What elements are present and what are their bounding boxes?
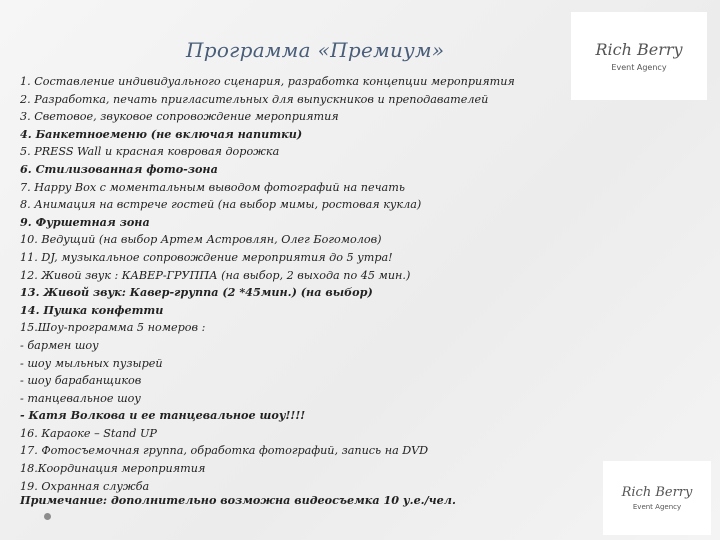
program-item: 11. DJ, музыкальное сопровождение мероприятия до 5 утра! — [20, 250, 393, 264]
company-logo-top — [571, 12, 707, 100]
program-item: 9. Фуршетная зона — [20, 214, 150, 229]
program-item: 7. Happy Box с моментальным выводом фотографий на печать — [20, 180, 405, 194]
program-item: 1. Составление индивидуального сценария, разработка концепции мероприятия — [20, 75, 515, 88]
program-item: 8. Анимация на встрече гостей (на выбор мимы, ростовая кукла) — [20, 198, 422, 212]
program-item: 19. Охранная служба — [20, 479, 150, 493]
program-item: - бармен шоу — [20, 338, 99, 352]
page-title: Программа «Премиум» — [186, 38, 445, 62]
program-item: 2. Разработка, печать пригласительных для выпускников и преподавателей — [20, 92, 489, 106]
program-item: 10. Ведущий (на выбор Артем Астровлян, Олег Богомолов) — [20, 233, 382, 247]
program-item: 15.Шоу-программа 5 номеров : — [20, 321, 206, 335]
program-item: 5. PRESS Wall и красная ковровая дорожка — [20, 145, 280, 159]
program-item: - Катя Волкова и ее танцевальное шоу!!!! — [20, 408, 306, 423]
program-item: 12. Живой звук : КАВЕР-ГРУППА (на выбор, 2 выхода по 45 мин.) — [20, 268, 411, 282]
program-item: 13. Живой звук: Кавер-группа (2 *45мин.) (на выбор) — [20, 285, 373, 300]
program-item: 14. Пушка конфетти — [20, 302, 164, 317]
program-item: 6. Стилизованная фото-зона — [20, 161, 218, 176]
company-logo-bottom — [603, 461, 711, 535]
program-item: 4. Банкетноеменю (не включая напитки) — [20, 126, 303, 141]
bullet-dot — [44, 513, 51, 520]
program-item: - танцевальное шоу — [20, 391, 141, 405]
logo-script: Rich Berry — [595, 40, 683, 59]
program-item: 17. Фотосъемочная группа, обработка фотографий, запись на DVD — [20, 444, 429, 458]
logo-script: Rich Berry — [621, 485, 693, 500]
logo-subtitle: Event Agency — [632, 503, 682, 511]
program-item: - шоу мыльных пузырей — [20, 356, 163, 370]
program-item: 18.Координация мероприятия — [20, 462, 206, 476]
logo-subtitle: Event Agency — [611, 63, 667, 72]
program-item: 16. Караоке – Stand UP — [20, 426, 157, 440]
program-item: 3. Световое, звуковое сопровождение мероприятия — [20, 110, 339, 124]
program-list — [20, 73, 580, 495]
program-item: - шоу барабанщиков — [20, 374, 142, 388]
note: Примечание: дополнительно возможна видеосъемка 10 у.е./чел. — [20, 493, 456, 507]
